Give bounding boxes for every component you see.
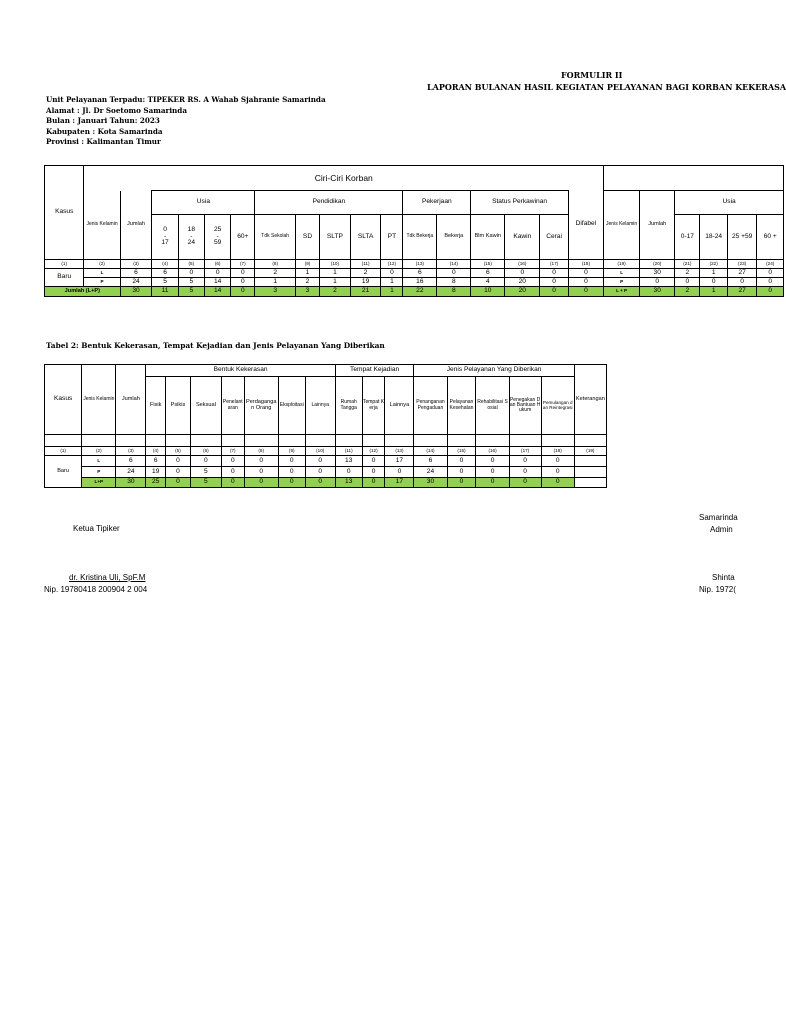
table-cell: 0 xyxy=(362,456,385,467)
column-number: (16) xyxy=(505,260,540,269)
table-cell: 30 xyxy=(640,269,675,278)
total-cell: 0 xyxy=(568,287,603,297)
table-cell: 0 xyxy=(381,269,403,278)
table-cell: 0 xyxy=(640,278,675,287)
table-cell: 0 xyxy=(476,456,509,467)
spacer-cell xyxy=(509,435,541,447)
kasus-header: Kasus xyxy=(45,365,82,435)
blm-kawin-header: Blm Kawin xyxy=(471,215,505,260)
status-perkawinan-header: Status Perkawinan xyxy=(471,191,569,215)
total-cell: 3 xyxy=(255,287,296,297)
bulan-text: Bulan : Januari Tahun: 2023 xyxy=(46,116,160,125)
total-cell: 0 xyxy=(476,478,509,488)
jumlah-header: Jumlah xyxy=(116,365,146,435)
usia2-0-17: 0-17 xyxy=(675,215,700,260)
total-cell: 0 xyxy=(244,478,278,488)
spacer-cell xyxy=(82,435,116,447)
baru-label: Baru xyxy=(45,456,82,488)
column-number: (15) xyxy=(447,447,476,456)
usia2-60: 60 + xyxy=(757,215,784,260)
table-cell: 6 xyxy=(146,456,166,467)
table-cell: 0 xyxy=(476,467,509,478)
table-cell: 0 xyxy=(757,269,784,278)
table-cell: 0 xyxy=(305,456,335,467)
column-number: (14) xyxy=(437,260,471,269)
column-number: (22) xyxy=(700,260,727,269)
usia2-18-24: 18-24 xyxy=(700,215,727,260)
total-cell: 0 xyxy=(541,478,574,488)
total-cell: 5 xyxy=(178,287,204,297)
jenis-kelamin-header: Jenis Kelamin xyxy=(82,365,116,435)
table-cell: 0 xyxy=(335,467,362,478)
table-cell: 0 xyxy=(244,456,278,467)
ketua-name: dr. Kristina Uli, SpF.M xyxy=(69,573,146,582)
table-cell: 0 xyxy=(305,467,335,478)
lainnya-header: Lainnya xyxy=(305,377,335,435)
table-cell: 0 xyxy=(540,269,568,278)
column-number: (2) xyxy=(84,260,120,269)
pelayanan-kesehatan-header: Pelayanan Kesehatan xyxy=(447,377,476,435)
column-number: (20) xyxy=(640,260,675,269)
table-cell: 0 xyxy=(541,456,574,467)
kasus-header: Kasus xyxy=(45,166,84,260)
column-number: (1) xyxy=(45,260,84,269)
column-number: (7) xyxy=(231,260,255,269)
table-cell: 16 xyxy=(403,278,437,287)
table-cell: 1 xyxy=(320,269,351,278)
table-cell: 0 xyxy=(385,467,414,478)
report-info xyxy=(46,95,326,148)
spacer-cell xyxy=(244,435,278,447)
total-cell: 0 xyxy=(231,287,255,297)
column-number: (17) xyxy=(540,260,568,269)
table-cell: 1 xyxy=(255,278,296,287)
table-cell: 2 xyxy=(675,269,700,278)
table-cell: 14 xyxy=(205,278,231,287)
alamat-text: Alamat : Jl. Dr Soetomo Samarinda xyxy=(46,105,187,115)
table-cell: L xyxy=(604,269,640,278)
column-number: (14) xyxy=(414,447,447,456)
table1-total-row xyxy=(45,287,784,297)
jenis-kelamin-header: Jenis Kelamin xyxy=(84,191,120,260)
total-cell: 20 xyxy=(505,287,540,297)
table-cell: 0 xyxy=(447,467,476,478)
spacer-cell xyxy=(278,435,305,447)
total-cell xyxy=(574,478,606,488)
column-number: (15) xyxy=(471,260,505,269)
table-cell: 0 xyxy=(541,467,574,478)
table-cell: 24 xyxy=(414,467,447,478)
gender-cell: L xyxy=(82,456,116,467)
table-cell: 0 xyxy=(166,467,191,478)
spacer-cell xyxy=(385,435,414,447)
table-cell: 2 xyxy=(255,269,296,278)
column-number: (6) xyxy=(205,260,231,269)
spacer-cell xyxy=(190,435,221,447)
bentuk-kekerasan-header: Bentuk Kekerasan xyxy=(146,365,335,377)
table-cell: 0 xyxy=(437,269,471,278)
total-cell: 0 xyxy=(509,478,541,488)
spacer-cell xyxy=(166,435,191,447)
total-cell: 21 xyxy=(350,287,381,297)
table-cell: 0 xyxy=(727,278,757,287)
table-cell: 8 xyxy=(437,278,471,287)
spacer-cell xyxy=(221,435,244,447)
column-number: (23) xyxy=(727,260,757,269)
usia2-25-59: 25 +59 xyxy=(727,215,757,260)
provinsi-text: Provinsi : Kalimantan Timur xyxy=(46,137,161,146)
table-cell: 0 xyxy=(278,467,305,478)
seksual-header: Seksual xyxy=(190,377,221,435)
penegakan-hukum-header: Penegakan Dan Bantuan Hukum xyxy=(509,377,541,435)
table-cell xyxy=(574,456,606,467)
tdk-sekolah-header: Tdk Sekolah xyxy=(255,215,296,260)
total-cell: 1 xyxy=(700,287,727,297)
table2-title: Tabel 2: Bentuk Kekerasan, Tempat Kejadian dan Jenis Pelayanan Yang Diberikan xyxy=(46,341,385,350)
table-cell: 2 xyxy=(295,278,319,287)
spacer-cell xyxy=(476,435,509,447)
lainnya-header-2: Lainnya xyxy=(385,377,414,435)
table-cell: 0 xyxy=(700,278,727,287)
total-cell: 0 xyxy=(447,478,476,488)
usia-25-59: 25 - 59 xyxy=(205,215,231,260)
column-number: (7) xyxy=(221,447,244,456)
table2-number-row xyxy=(45,447,607,456)
column-number: (5) xyxy=(178,260,204,269)
column-number: (8) xyxy=(244,447,278,456)
table-row xyxy=(45,467,607,478)
spacer-cell xyxy=(574,435,606,447)
table-cell: 27 xyxy=(727,269,757,278)
total-cell: 13 xyxy=(335,478,362,488)
right-nip: Nip. 1972( xyxy=(699,585,736,594)
table-cell: 13 xyxy=(335,456,362,467)
ketua-label: Ketua Tipiker xyxy=(73,524,120,533)
table-row xyxy=(45,269,784,278)
column-number: (18) xyxy=(541,447,574,456)
total-label: Jumlah (L+P) xyxy=(45,287,121,297)
column-number: (5) xyxy=(166,447,191,456)
baru-label: Baru xyxy=(45,269,84,287)
spacer-cell xyxy=(45,435,82,447)
total-cell: 1 xyxy=(381,287,403,297)
penanganan-pengaduan-header: Penanganan Pengaduan xyxy=(414,377,447,435)
pt-header: PT xyxy=(381,215,403,260)
usia-0-17: 0 - 17 xyxy=(152,215,178,260)
report-title: LAPORAN BULANAN HASIL KEGIATAN PELAYANAN BAGI KORBAN KEKERASA xyxy=(427,82,786,92)
table-cell: 0 xyxy=(757,278,784,287)
kabupaten-text: Kabupaten : Kota Samarinda xyxy=(46,126,163,136)
table-cell: 4 xyxy=(471,278,505,287)
table-cell: 0 xyxy=(190,456,221,467)
slta-header: SLTA xyxy=(350,215,381,260)
table-row xyxy=(45,456,607,467)
column-number: (10) xyxy=(320,260,351,269)
column-number: (19) xyxy=(574,447,606,456)
table-ciri-korban xyxy=(44,165,784,297)
ciri-korban-header: Ciri-Ciri Korban xyxy=(84,166,604,191)
table-cell: 0 xyxy=(509,456,541,467)
table-cell: 0 xyxy=(540,278,568,287)
table-cell: 1 xyxy=(295,269,319,278)
total-cell: 2 xyxy=(675,287,700,297)
column-number: (8) xyxy=(255,260,296,269)
table-cell: 0 xyxy=(205,269,231,278)
eksploitasi-header: Eksploitasi xyxy=(278,377,305,435)
spacer-cell xyxy=(362,435,385,447)
column-number: (1) xyxy=(45,447,82,456)
fisik-header: Fisik xyxy=(146,377,166,435)
right-role: Admin xyxy=(710,525,733,534)
table-cell: 0 xyxy=(221,467,244,478)
total-cell: 11 xyxy=(152,287,178,297)
cerai-header: Cerai xyxy=(540,215,568,260)
table2-spacer-row xyxy=(45,435,607,447)
table-cell: 6 xyxy=(116,456,146,467)
table-cell: 24 xyxy=(120,278,152,287)
table-cell: 0 xyxy=(675,278,700,287)
jenis-pelayanan-header: Jenis Pelayanan Yang Diberikan xyxy=(414,365,574,377)
column-number: (12) xyxy=(381,260,403,269)
table-cell: 24 xyxy=(116,467,146,478)
total-cell: 25 xyxy=(146,478,166,488)
keterangan-header: Keterangan xyxy=(574,365,606,435)
column-number: (21) xyxy=(675,260,700,269)
bekerja-header: Bekerja xyxy=(437,215,471,260)
ciri-korban-header-2 xyxy=(604,166,784,191)
form-title: FORMULIR II xyxy=(561,70,623,80)
psikis-header: Psikis xyxy=(166,377,191,435)
total-cell: 14 xyxy=(205,287,231,297)
usia-18-24: 18 - 24 xyxy=(178,215,204,260)
total-cell: 5 xyxy=(190,478,221,488)
table-cell: 0 xyxy=(244,467,278,478)
total-cell: 30 xyxy=(120,287,152,297)
unit-text: Unit Pelayanan Terpadu: TIPEKER RS. A Wahab Sjahranie Samarinda xyxy=(46,95,326,104)
table-cell: 1 xyxy=(700,269,727,278)
total-cell: 0 xyxy=(221,478,244,488)
gender-cell: P xyxy=(82,467,116,478)
table-cell: 0 xyxy=(568,269,603,278)
column-number: (13) xyxy=(403,260,437,269)
tempat-kejadian-header: Tempat Kejadian xyxy=(335,365,414,377)
kawin-header: Kawin xyxy=(505,215,540,260)
table-cell: 1 xyxy=(381,278,403,287)
table-cell: 6 xyxy=(120,269,152,278)
total-cell: 0 xyxy=(757,287,784,297)
column-number: (4) xyxy=(146,447,166,456)
total-cell: 27 xyxy=(727,287,757,297)
table-cell: 0 xyxy=(178,269,204,278)
table-row xyxy=(45,278,784,287)
right-name: Shinta xyxy=(712,573,735,582)
spacer-cell xyxy=(116,435,146,447)
total-cell: 30 xyxy=(116,478,146,488)
table-cell: 6 xyxy=(471,269,505,278)
column-number: (16) xyxy=(476,447,509,456)
penelantaran-header: Penelantaran xyxy=(221,377,244,435)
tdk-bekerja-header: Tdk Bekerja xyxy=(403,215,437,260)
spacer-cell xyxy=(541,435,574,447)
table-cell: 0 xyxy=(221,456,244,467)
table-cell: 20 xyxy=(505,278,540,287)
column-number: (10) xyxy=(305,447,335,456)
spacer-cell xyxy=(414,435,447,447)
rumah-tangga-header: Rumah Tangga xyxy=(335,377,362,435)
table-cell: 1 xyxy=(320,278,351,287)
table-cell: 6 xyxy=(152,269,178,278)
jumlah-header-2: Jumlah xyxy=(640,191,675,260)
total-cell: 17 xyxy=(385,478,414,488)
difabel-header: Difabel xyxy=(568,191,603,260)
total-cell: 30 xyxy=(414,478,447,488)
column-number: (13) xyxy=(385,447,414,456)
table-cell: 0 xyxy=(568,278,603,287)
perdagangan-orang-header: Perdagangan Orang xyxy=(244,377,278,435)
rehabilitasi-sosial-header: Rehabilitasi Sosial xyxy=(476,377,509,435)
usia-header: Usia xyxy=(152,191,255,215)
total-cell: 0 xyxy=(166,478,191,488)
table-cell: 0 xyxy=(447,456,476,467)
total-cell: 22 xyxy=(403,287,437,297)
column-number: (18) xyxy=(568,260,603,269)
gender-cell: L xyxy=(84,269,120,278)
total-cell: 10 xyxy=(471,287,505,297)
column-number: (4) xyxy=(152,260,178,269)
total-cell: 0 xyxy=(540,287,568,297)
table2-total-row xyxy=(45,478,607,488)
total-cell: 0 xyxy=(362,478,385,488)
table-cell xyxy=(574,467,606,478)
table-cell: 0 xyxy=(231,269,255,278)
total-cell: 0 xyxy=(278,478,305,488)
spacer-cell xyxy=(305,435,335,447)
column-number: (12) xyxy=(362,447,385,456)
table-cell: 0 xyxy=(278,456,305,467)
tempat-kerja-header: Tempat Kerja xyxy=(362,377,385,435)
column-number: (11) xyxy=(335,447,362,456)
table-cell: 19 xyxy=(350,278,381,287)
table-cell: 0 xyxy=(166,456,191,467)
sd-header: SD xyxy=(295,215,319,260)
table-cell: 19 xyxy=(146,467,166,478)
pekerjaan-header: Pekerjaan xyxy=(403,191,471,215)
column-number: (24) xyxy=(757,260,784,269)
table-bentuk-kekerasan xyxy=(44,364,607,488)
usia-60: 60+ xyxy=(231,215,255,260)
table-cell: 6 xyxy=(414,456,447,467)
spacer-cell xyxy=(146,435,166,447)
column-number: (6) xyxy=(190,447,221,456)
jumlah-header: Jumlah xyxy=(120,191,152,260)
column-number: (3) xyxy=(116,447,146,456)
jenis-kelamin-header-2: Jenis Kelamin xyxy=(604,191,640,260)
spacer-cell xyxy=(447,435,476,447)
column-number: (9) xyxy=(278,447,305,456)
table-cell: 0 xyxy=(505,269,540,278)
column-number: (3) xyxy=(120,260,152,269)
pemulangan-header: Pemulangan dan Reintegrasi xyxy=(541,377,574,435)
table-cell: 0 xyxy=(362,467,385,478)
table1-number-row xyxy=(45,260,784,269)
pendidikan-header: Pendidikan xyxy=(255,191,403,215)
table-cell: 6 xyxy=(403,269,437,278)
column-number: (9) xyxy=(295,260,319,269)
total-cell: 3 xyxy=(295,287,319,297)
total-cell: L + P xyxy=(604,287,640,297)
column-number: (2) xyxy=(82,447,116,456)
right-place: Samarinda xyxy=(699,513,738,522)
usia-header-2: Usia xyxy=(675,191,784,215)
total-cell: 2 xyxy=(320,287,351,297)
table-cell: 0 xyxy=(231,278,255,287)
table-cell: 5 xyxy=(178,278,204,287)
column-number: (11) xyxy=(350,260,381,269)
total-cell: 0 xyxy=(305,478,335,488)
table-cell: 2 xyxy=(350,269,381,278)
spacer-cell xyxy=(335,435,362,447)
table-cell: 5 xyxy=(190,467,221,478)
ketua-nip: Nip. 19780418 200904 2 004 xyxy=(44,585,148,594)
table-cell: 17 xyxy=(385,456,414,467)
total-cell: 30 xyxy=(640,287,675,297)
column-number: (19) xyxy=(604,260,640,269)
total-cell: 8 xyxy=(437,287,471,297)
gender-cell: P xyxy=(84,278,120,287)
column-number: (17) xyxy=(509,447,541,456)
table-cell: 5 xyxy=(152,278,178,287)
sltp-header: SLTP xyxy=(320,215,351,260)
table-cell: 0 xyxy=(509,467,541,478)
table-cell: P xyxy=(604,278,640,287)
total-cell: L+P xyxy=(82,478,116,488)
